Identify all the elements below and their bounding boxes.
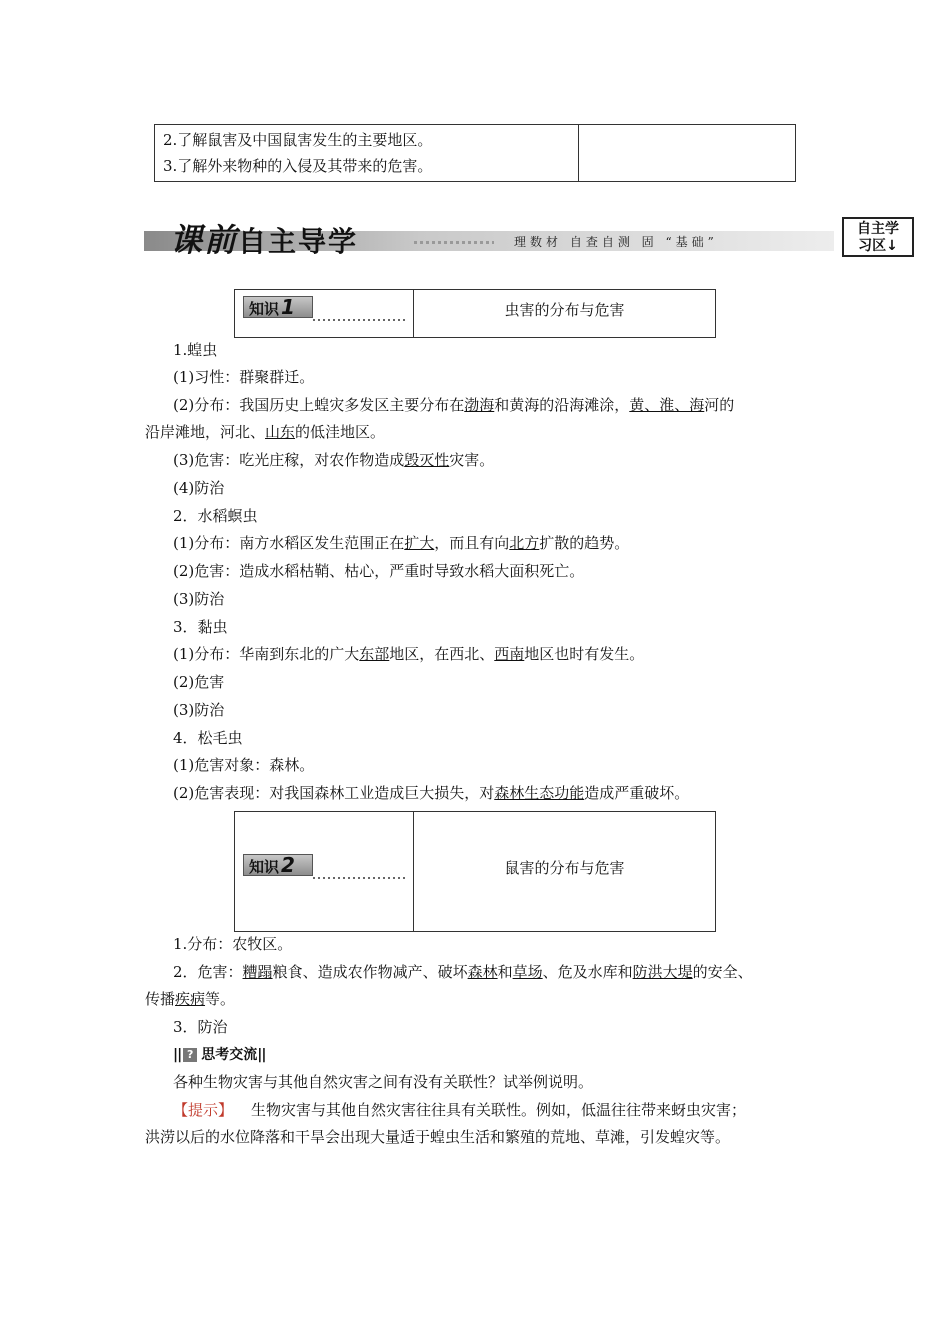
banner-title: 课前自主导学 xyxy=(170,221,359,259)
knowledge-box-1 xyxy=(234,289,716,338)
text-line: (1)习性：群聚群迁。 xyxy=(173,368,315,386)
heading-rice-borer: 2．水稻螟虫 xyxy=(173,507,258,525)
knowledge-badge: 知识 2 xyxy=(243,854,313,876)
text-line: (2)危害表现：对我国森林工业造成巨大损失，对森林生态功能造成严重破坏。 xyxy=(173,784,690,802)
text-line: (1)危害对象：森林。 xyxy=(173,756,315,774)
hint-line: 【提示】 生物灾害与其他自然灾害往往具有关联性。例如，低温往往带来蚜虫灾害； xyxy=(173,1101,747,1119)
section-banner xyxy=(144,213,914,259)
text-line: 沿岸滩地，河北、山东的低洼地区。 xyxy=(145,423,386,441)
text-line: 1.分布：农牧区。 xyxy=(173,935,293,953)
hint-label: 【提示】 xyxy=(173,1101,234,1119)
text-line: 3．防治 xyxy=(173,1018,228,1036)
objective-item: 2.了解鼠害及中国鼠害发生的主要地区。 xyxy=(163,131,433,149)
knowledge-title: 鼠害的分布与危害 xyxy=(504,859,625,877)
knowledge-badge-cell xyxy=(235,290,414,337)
text-line: (3)防治 xyxy=(173,701,225,719)
text-line: (4)防治 xyxy=(173,479,225,497)
heading-armyworm: 3．黏虫 xyxy=(173,618,228,636)
text-line: (2)危害 xyxy=(173,673,225,691)
question-text: 各种生物灾害与其他自然灾害之间有没有关联性？试举例说明。 xyxy=(173,1073,594,1091)
objectives-list xyxy=(155,125,579,181)
text-line: 2．危害：糟蹋粮食、造成农作物减产、破坏森林和草场、危及水库和防洪大堤的安全、 xyxy=(173,963,753,981)
hint-line: 洪涝以后的水位降落和干旱会出现大量适于蝗虫生活和繁殖的荒地、草滩，引发蝗灾等。 xyxy=(145,1128,731,1146)
knowledge-box-2 xyxy=(234,811,716,932)
think-exchange-heading: || ? 思考交流|| xyxy=(173,1047,266,1063)
objectives-table xyxy=(154,124,796,182)
objective-item: 3.了解外来物种的入侵及其带来的危害。 xyxy=(163,157,433,175)
knowledge-title: 虫害的分布与危害 xyxy=(504,301,625,319)
knowledge-badge: 知识 1 xyxy=(243,296,313,318)
text-line: (2)危害：造成水稻枯鞘、枯心，严重时导致水稻大面积死亡。 xyxy=(173,562,585,580)
text-line: (1)分布：华南到东北的广大东部地区，在西北、西南地区也时有发生。 xyxy=(173,645,645,663)
dotted-line xyxy=(313,877,405,879)
text-line: (2)分布：我国历史上蝗灾多发区主要分布在渤海和黄海的沿海滩涂，黄、淮、海河的 xyxy=(173,396,735,414)
text-line: (3)防治 xyxy=(173,590,225,608)
text-line: 传播疾病等。 xyxy=(145,990,236,1008)
knowledge-badge-cell xyxy=(235,812,414,931)
self-study-box: 自主学 习区↓ xyxy=(842,217,914,257)
banner-subtitle: 理数材 自查自测 固 “基础” xyxy=(514,235,718,249)
heading-locust: 1.蝗虫 xyxy=(173,341,218,359)
text-line: (3)危害：吃光庄稼，对农作物造成毁灭性灾害。 xyxy=(173,451,495,469)
text-line: (1)分布：南方水稻区发生范围正在扩大，而且有向北方扩散的趋势。 xyxy=(173,534,630,552)
heading-pine-caterpillar: 4．松毛虫 xyxy=(173,729,243,747)
dotted-line xyxy=(313,319,405,321)
question-icon: ? xyxy=(183,1048,197,1062)
